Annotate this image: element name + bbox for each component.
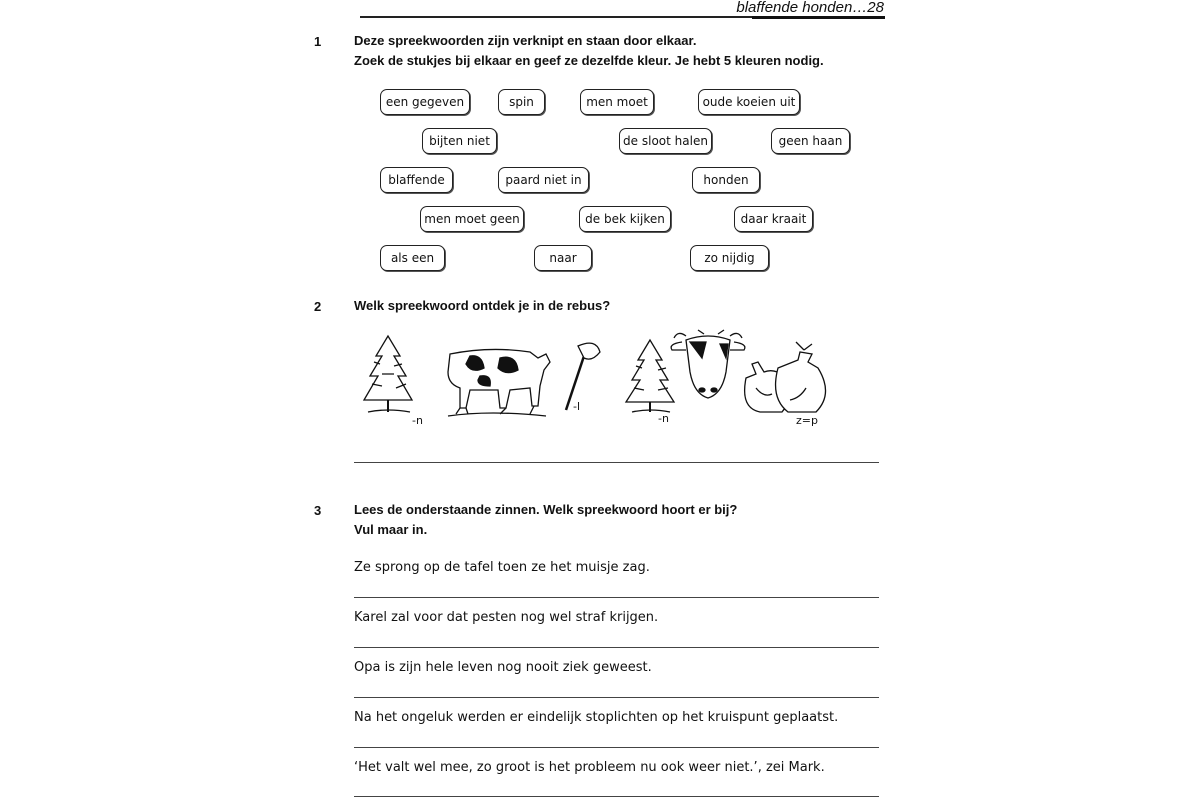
- word-piece[interactable]: de sloot halen: [619, 128, 712, 154]
- word-piece[interactable]: men moet geen: [420, 206, 524, 232]
- word-piece[interactable]: de bek kijken: [579, 206, 671, 232]
- rebus-drawing: [360, 328, 840, 428]
- word-piece[interactable]: daar kraait: [734, 206, 813, 232]
- word-piece[interactable]: een gegeven: [380, 89, 470, 115]
- rebus-modifier: z=p: [796, 414, 818, 427]
- cow-head-icon: [671, 330, 745, 398]
- rebus-modifier: -n: [412, 414, 423, 427]
- question-1-line-1: Deze spreekwoorden zijn verknipt en staan door elkaar.: [354, 33, 697, 48]
- word-piece[interactable]: men moet: [580, 89, 654, 115]
- header-rule-accent: [752, 16, 885, 19]
- question-3-number: 3: [314, 503, 322, 518]
- question-2-number: 2: [314, 299, 322, 314]
- rebus-answer-line[interactable]: [354, 462, 879, 463]
- rebus-picture: [360, 328, 840, 428]
- question-3-line-2: Vul maar in.: [354, 522, 428, 537]
- word-piece[interactable]: geen haan: [771, 128, 850, 154]
- rebus-modifier: -n: [658, 412, 669, 425]
- exercise-sentence: Na het ongeluk werden er eindelijk stoplichten op het kruispunt geplaatst.: [354, 710, 839, 725]
- cow-icon: [448, 349, 550, 416]
- sacks-icon: [745, 342, 826, 412]
- word-piece[interactable]: honden: [692, 167, 760, 193]
- word-piece[interactable]: zo nijdig: [690, 245, 769, 271]
- question-2-instruction: Welk spreekwoord ontdek je in de rebus?: [354, 298, 611, 313]
- exercise-sentence: Opa is zijn hele leven nog nooit ziek geweest.: [354, 660, 652, 675]
- word-piece[interactable]: paard niet in: [498, 167, 589, 193]
- exercise-sentence: ‘Het valt wel mee, zo groot is het probleem nu ook weer niet.’, zei Mark.: [354, 760, 825, 775]
- word-piece[interactable]: als een: [380, 245, 445, 271]
- question-1-number: 1: [314, 34, 322, 49]
- word-piece[interactable]: naar: [534, 245, 592, 271]
- rebus-modifier: -l: [573, 400, 581, 413]
- word-piece[interactable]: blaffende: [380, 167, 453, 193]
- question-3-instruction: [354, 500, 737, 540]
- sentence-answer-line[interactable]: [354, 747, 879, 748]
- word-piece[interactable]: oude koeien uit: [698, 89, 800, 115]
- sentence-answer-line[interactable]: [354, 597, 879, 598]
- fir-tree-icon: [364, 336, 412, 412]
- sentence-answer-line[interactable]: [354, 796, 879, 797]
- question-1-instruction: [354, 31, 824, 71]
- sentence-answer-line[interactable]: [354, 647, 879, 648]
- question-3-line-1: Lees de onderstaande zinnen. Welk spreekwoord hoort er bij?: [354, 502, 738, 517]
- page-header-title: blaffende honden…28: [736, 0, 884, 16]
- fir-tree-icon: [626, 340, 674, 412]
- exercise-sentence: Ze sprong op de tafel toen ze het muisje zag.: [354, 560, 650, 575]
- sentence-answer-line[interactable]: [354, 697, 879, 698]
- question-1-line-2: Zoek de stukjes bij elkaar en geef ze dezelfde kleur. Je hebt 5 kleuren nodig.: [354, 53, 824, 68]
- exercise-sentence: Karel zal voor dat pesten nog wel straf krijgen.: [354, 610, 659, 625]
- word-piece[interactable]: bijten niet: [422, 128, 497, 154]
- word-piece[interactable]: spin: [498, 89, 545, 115]
- axe-icon: [566, 343, 600, 410]
